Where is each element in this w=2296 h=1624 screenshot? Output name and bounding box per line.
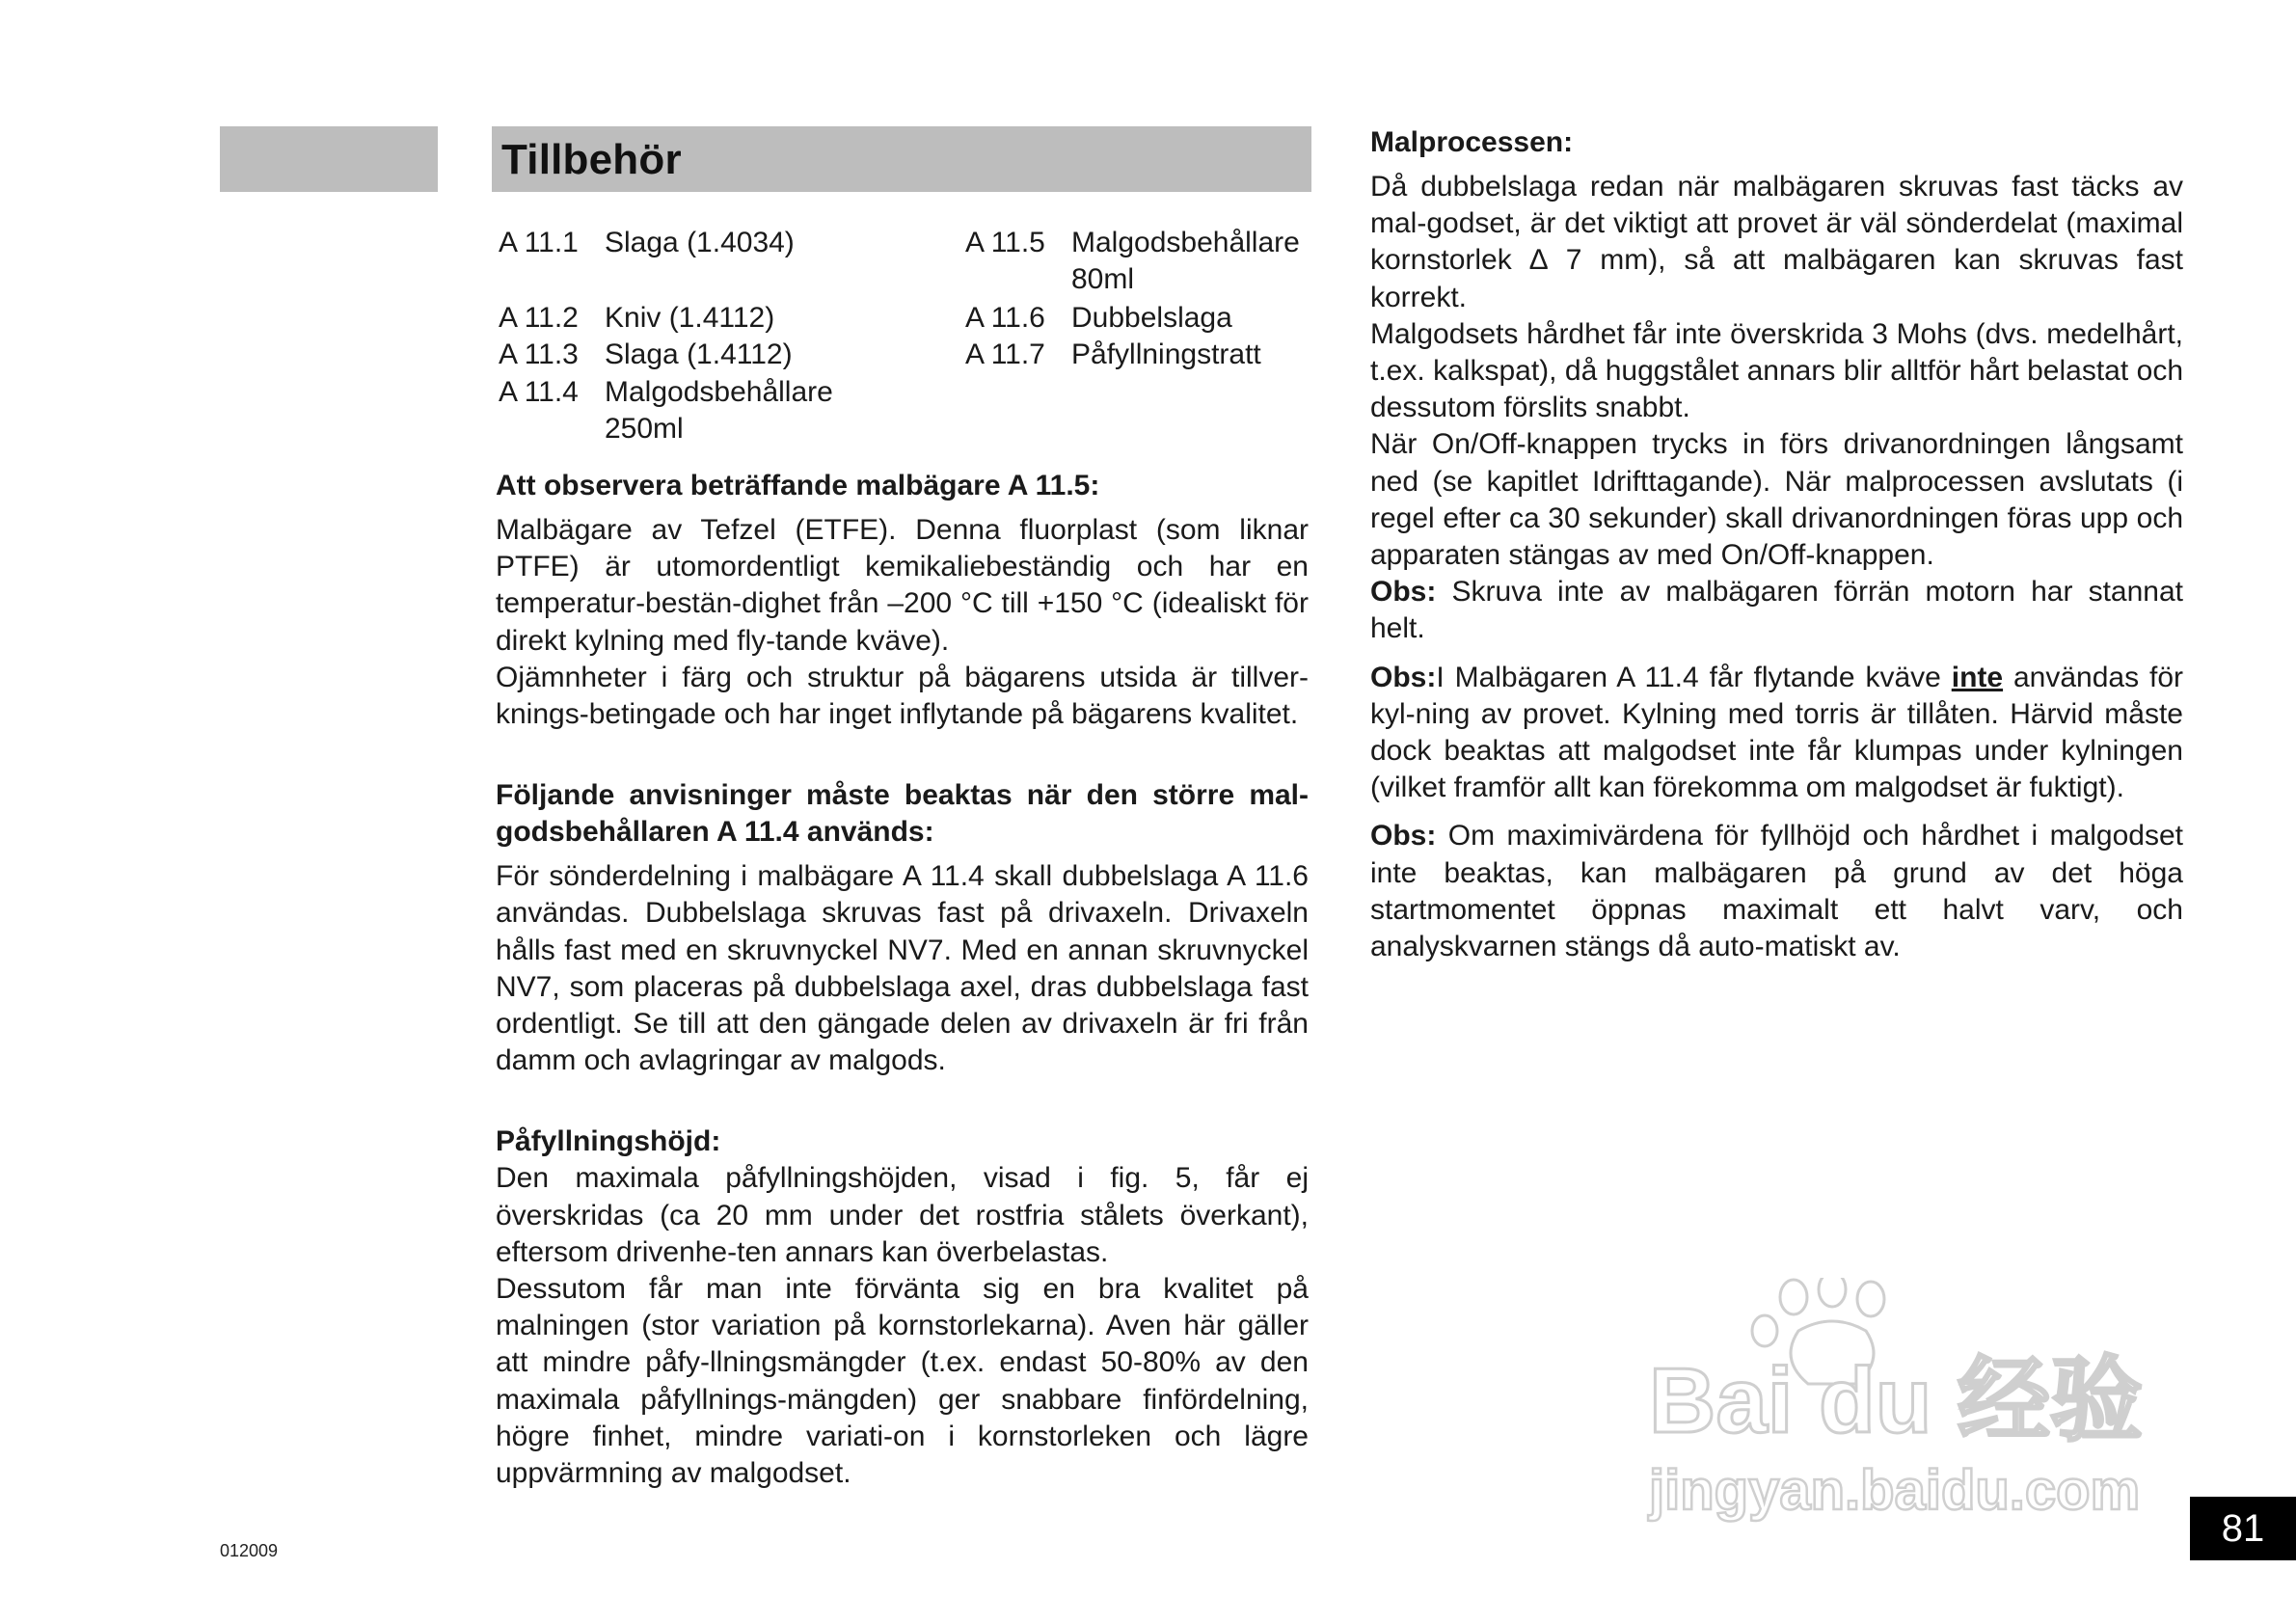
- note-text: Skruva inte av malbägaren förrän motorn har stannat helt.: [1370, 576, 2183, 645]
- accessory-name: Malgodsbehållare 250ml: [605, 376, 833, 445]
- body-paragraph: Malbägare av Tefzel (ETFE). Denna fluorplast (som liknar PTFE) är utomordentligt kemikaliebeständig och har en temperatur-bestän-dighet från –200 °C till +150 °C (idealiskt för direkt kylning med fly-tande kväve).: [496, 514, 1309, 657]
- document-code: 012009: [220, 1541, 279, 1560]
- section-heading: Malprocessen:: [1370, 126, 1574, 158]
- section-heading: Påfyllningshöjd:: [496, 1125, 721, 1158]
- body-paragraph: För sönderdelning i malbägare A 11.4 skall dubbelslaga A 11.6 användas. Dubbelslaga skruvas fast på drivaxeln. Drivaxeln hålls fast med en skruvnyckel NV7. Med en annan skruvnyckel NV7, som placeras på dubbelslaga axel, dras dubbelslaga fast ordentligt. Se till att den gängade delen av drivaxeln är fri från damm och avlagringar av malgods.: [496, 860, 1309, 1077]
- body-paragraph: Ojämnheter i färg och struktur på bägarens utsida är tillver-knings-betingade och har inget inflytande på bägarens kvalitet.: [496, 661, 1309, 731]
- note-paragraph: [1370, 818, 2183, 965]
- accessory-name: Slaga (1.4034): [605, 227, 795, 258]
- page-number: 81: [2190, 1497, 2296, 1560]
- emphasis-word: inte: [1951, 661, 2004, 693]
- accessory-name: Slaga (1.4112): [605, 338, 793, 370]
- accessory-code: A 11.2: [499, 302, 579, 334]
- page-title: Tillbehör: [501, 136, 682, 183]
- accessory-code: A 11.3: [499, 338, 579, 370]
- accessory-name: Dubbelslaga: [1071, 302, 1232, 334]
- note-text: Om maximivärdena för fyllhöjd och hårdhet i malgodset inte beaktas, kan malbägaren på grund av det höga startmomentet öppnas maximalt ett halvt varv, och analyskvarnen stängs då auto-matiskt av.: [1370, 820, 2183, 963]
- accessory-name: Kniv (1.4112): [605, 302, 775, 334]
- accessory-code: A 11.6: [965, 302, 1045, 334]
- body-paragraph: När On/Off-knappen trycks in förs drivanordningen långsamt ned (se kapitlet Idrifttagande). När malprocessen avslutats (i regel efter ca 30 sekunder) skall drivanordningen föras upp och apparaten stängas av med On/Off-knappen.: [1370, 428, 2183, 572]
- watermark-logo: Bai du 经验: [1649, 1349, 2144, 1452]
- accessory-code: A 11.4: [499, 376, 579, 408]
- section-heading: Följande anvisninger måste beaktas när den större mal-godsbehållaren A 11.4 används:: [496, 779, 1309, 849]
- note-paragraph: [1370, 574, 2183, 647]
- watermark-url: jingyan.baidu.com: [1649, 1459, 2141, 1522]
- left-column: [496, 468, 1309, 1492]
- accessory-code: A 11.1: [499, 227, 579, 258]
- body-paragraph: Malgodsets hårdhet får inte överskrida 3 Mohs (dvs. medelhårt, t.ex. kalkspat), då huggstålet annars blir alltför hårt belastat och dessutom förslits snabbt.: [1370, 317, 2183, 424]
- note-paragraph: [1370, 660, 2183, 807]
- note-text: I Malbägaren A 11.4 får flytande kväve: [1436, 661, 1952, 693]
- accessory-name: Malgodsbehållare 80ml: [1071, 227, 1300, 295]
- obs-label: Obs:: [1370, 661, 1437, 693]
- section-heading: Att observera beträffande malbägare A 11.5:: [496, 470, 1100, 501]
- body-paragraph: Då dubbelslaga redan när malbägaren skruvas fast täcks av mal-godset, är det viktigt att provet är väl sönderdelat (maximal kornstorlek ∆ 7 mm), så att malbägaren kan skruvas fast korrekt.: [1370, 171, 2183, 313]
- body-paragraph: Dessutom får man inte förvänta sig en bra kvalitet på malningen (stor variation på kornstorlekarna). Aven här gäller att mindre påfy-llningsmängder (t.ex. endast 50-80% av den maximala påfyllnings-mängden) ger snabbare finfördelning, högre finhet, mindre variati-on i kornstorleken och lägre uppvärmning av malgodset.: [496, 1273, 1309, 1490]
- accessory-code: A 11.7: [965, 338, 1045, 370]
- section-header-bar: [492, 126, 1311, 192]
- baidu-watermark: [1630, 1278, 2150, 1538]
- obs-label: Obs:: [1370, 576, 1437, 609]
- note-text: användas för kyl-ning av provet. Kylning med torris är tillåten. Härvid måste dock beaktas att malgodset inte får klumpas under kylningen (vilket framför allt kan förekomma om malgodset är fuktigt).: [1370, 661, 2183, 804]
- side-tab-bar: [220, 126, 438, 192]
- accessory-name: Påfyllningstratt: [1071, 338, 1261, 370]
- obs-label: Obs:: [1370, 820, 1437, 853]
- body-paragraph: Den maximala påfyllningshöjden, visad i fig. 5, får ej överskridas (ca 20 mm under det rostfria stålets överkant), eftersom drivenhe-ten annars kan överbelastas.: [496, 1162, 1309, 1268]
- accessory-code: A 11.5: [965, 227, 1045, 258]
- right-column: [1370, 124, 2183, 965]
